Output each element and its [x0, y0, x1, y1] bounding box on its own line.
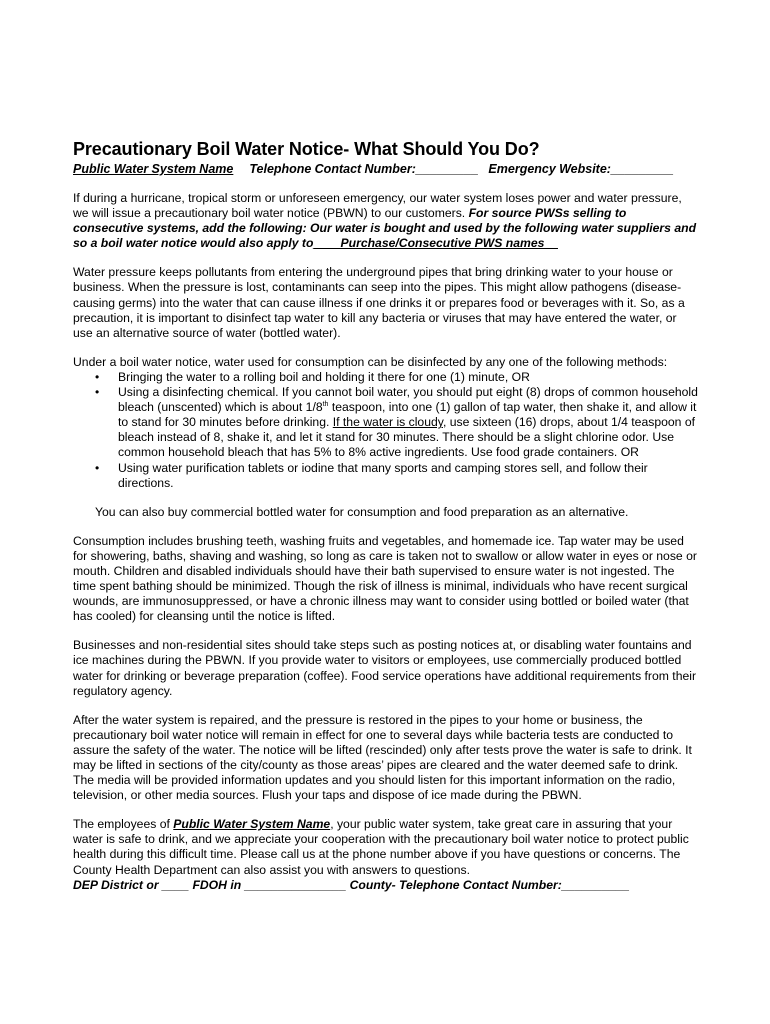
repair-paragraph: After the water system is repaired, and the pressure is restored in the pipes to your home or business, the precautionary boil water notice will remain in effect for one to several days while bacteria tests are conducted to assure the safety of the water. The notice will be lifted (rescinded) only after tests prove the water is safe to drink. It may be lifted in sections of the city/county as those areas’ pipes are cleared and the water deemed safe to drink. The media will be provided information updates and you should listen for this important information on the radio, television, or other media sources. Flush your taps and dispose of ice made during the PBWN.: [73, 712, 692, 803]
list-item: • Using water purification tablets or iodine that many sports and camping stores sell, and follow their directions.: [95, 460, 648, 490]
pressure-paragraph: Water pressure keeps pollutants from entering the underground pipes that bring drinking water to your house or business. When the pressure is lost, contaminants can seep into the pipes. This might allow pathogens (disease-causing germs) into the water that can cause illness if one drinks it or prepares food or beverages with it. So, as a precaution, it is important to disinfect tap water to kill any bacteria or viruses that may have entered the water, or use an alternative source of water (bottled water).: [73, 265, 685, 340]
consecutive-systems-note: For source PWSs selling to consecutive systems, add the following: Our water is bought and used by the following water suppliers and so a boil water notice would also apply to: [73, 206, 697, 251]
footer-contact-line: DEP District or ____ FDOH in _______________ County- Telephone Contact Number:__________: [73, 877, 630, 892]
bullet-icon: •: [95, 369, 100, 384]
methods-intro: Under a boil water notice, water used for consumption can be disinfected by any one of the following methods:: [73, 354, 668, 369]
consumption-paragraph: Consumption includes brushing teeth, washing fruits and vegetables, and homemade ice. Tap water may be used for showering, baths, shaving and washing, so long as care is taken not to swallow or allow water in eyes or nose or mouth. Children and disabled individuals should have their bath supervised to ensure water is not ingested. The time spent bathing should be minimized. Though the risk of illness is minimal, individuals who have recent surgical wounds, are immunosuppressed, or have a chronic illness may want to consider using bottled or boiled water (that has cooled) for cleansing until the notice is lifted.: [73, 533, 697, 624]
list-item: • Using a disinfecting chemical. If you cannot boil water, you should put eight (8) drops of common household bleach (unscented) which is about 1/8th teaspoon, into one (1) gallon of tap water, then shake it, and allow it to stand for 30 minutes before drinking. If the water is cloudy, use sixteen (16) drops, about 1/4 teaspoon of bleach instead of 8, shake it, and let it stand for 30 minutes. There should be a slight chlorine odor. Use common household bleach that has 5% to 8% active ingredients. Use food grade containers. OR: [95, 385, 698, 460]
website-label: Emergency Website:_________: [488, 162, 674, 176]
bottled-water-paragraph: You can also buy commercial bottled water for consumption and food preparation as an alternative.: [95, 504, 629, 519]
intro-paragraph: If during a hurricane, tropical storm or unforeseen emergency, our water system loses power and water pressure, we will issue a precautionary boil water notice (PBWN) to our customers. For source PWSs selling to consecutive systems, add the following: Our water is bought and used by the following water suppliers and so a boil water notice would also apply to____Purchase/Consecutive PWS names__: [73, 191, 697, 251]
methods-list: [73, 370, 699, 491]
notice-title: Precautionary Boil Water Notice- What Should You Do?: [73, 139, 540, 159]
cloudy-water-phrase: If the water is cloudy: [332, 415, 443, 430]
contact-header: [73, 161, 699, 177]
bullet-icon: •: [95, 460, 100, 475]
businesses-paragraph: Businesses and non-residential sites should take steps such as posting notices at, or disabling water fountains and ice machines during the PBWN. If you provide water to visitors or employees, use commercially produced bottled water for drinking or beverage preparation (coffee). Food service operations have additional requirements from their regulatory agency.: [73, 638, 697, 698]
employees-paragraph: The employees of Public Water System Name, your public water system, take great care in assuring that your water is safe to drink, and we appreciate your cooperation with the precautionary boil water notice to protect public health during this difficult time. Please call us at the phone number above if you have questions or concerns. The County Health Department can also assist you with answers to questions.: [73, 817, 689, 877]
list-item: • Bringing the water to a rolling boil and holding it there for one (1) minute, OR: [95, 369, 530, 384]
phone-label: Telephone Contact Number:_________: [249, 162, 479, 176]
consecutive-pws-names: ____Purchase/Consecutive PWS names__: [313, 236, 558, 251]
bullet-icon: •: [95, 385, 100, 400]
notice-body: [73, 138, 699, 893]
system-name-label: Public Water System Name: [73, 162, 234, 176]
public-water-system-name: Public Water System Name: [173, 817, 331, 832]
